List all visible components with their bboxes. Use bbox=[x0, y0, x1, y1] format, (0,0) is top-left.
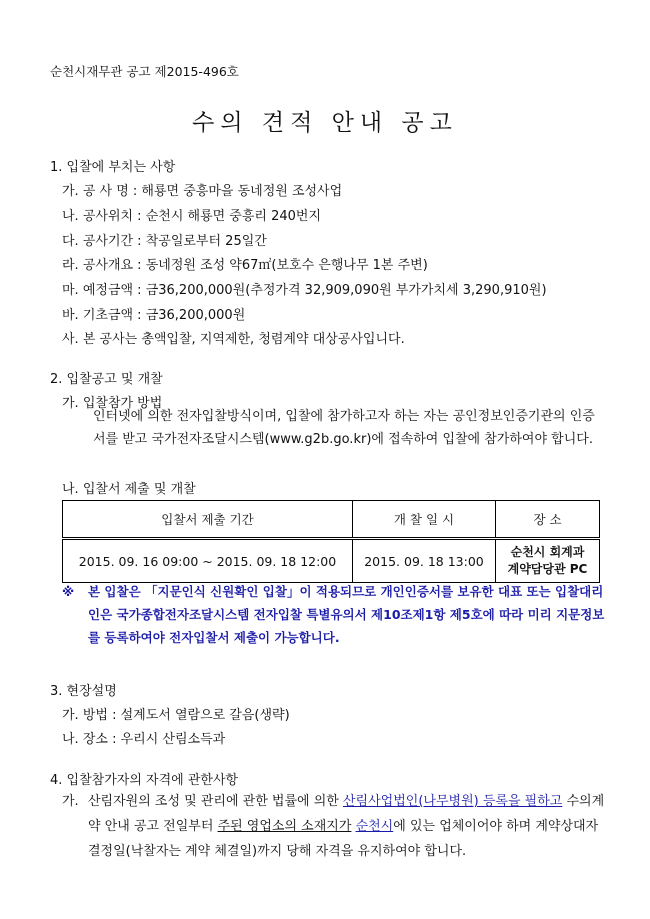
section1-item-period: 다. 공사기간 : 착공일로부터 25일간 bbox=[62, 234, 267, 249]
section2-item-submission: 나. 입찰서 제출 및 개찰 bbox=[62, 482, 196, 497]
section1-item-base-price: 바. 기초금액 : 금36,200,000원 bbox=[62, 308, 246, 323]
table-cell-opening-datetime: 2015. 09. 18 13:00 bbox=[353, 539, 496, 583]
qualification-text-1: 산림자원의 조성 및 관리에 관한 법률에 의한 bbox=[88, 794, 343, 809]
bid-schedule-table bbox=[62, 500, 600, 583]
section1-item-overview: 라. 공사개요 : 동네정원 조성 약67㎡(보호수 은행나무 1본 주변) bbox=[62, 258, 428, 273]
qualification-forestry-registration: 산림사업법인(나무병원) 등록을 필하고 bbox=[342, 794, 563, 809]
table-row bbox=[63, 539, 600, 583]
section1-item-bid-type: 사. 본 공사는 총액입찰, 지역제한, 청렴계약 대상공사입니다. bbox=[62, 332, 405, 347]
section4-item-qualification bbox=[62, 789, 607, 864]
table-cell-place bbox=[496, 539, 600, 583]
fingerprint-notice bbox=[62, 580, 607, 649]
qualification-text-3: 에 있는 업체이어야 하며 계약상대자 결정일(낙찰자는 계약 체결일)까지 당해 자격을 유지하여야 합니다. bbox=[88, 819, 599, 859]
section1-item-estimated-price: 마. 예정금액 : 금36,200,000원(추정가격 32,909,090원 부가가치세 3,290,910원) bbox=[62, 283, 547, 298]
table-cell-submission-period: 2015. 09. 16 09:00 ~ 2015. 09. 18 12:00 bbox=[63, 539, 353, 583]
section2-heading: 2. 입찰공고 및 개찰 bbox=[50, 372, 163, 387]
section2-method-paragraph: 인터넷에 의한 전자입찰방식이며, 입찰에 참가하고자 하는 자는 공인정보인증기관의 인증서를 받고 국가전자조달시스템(www.g2b.go.kr)에 접속하여 입찰에 참가하여야 합니다. bbox=[93, 409, 595, 447]
section3-heading: 3. 현장설명 bbox=[50, 684, 117, 699]
table-header-place: 장 소 bbox=[496, 501, 600, 539]
section4-paragraph bbox=[88, 789, 607, 864]
place-line-1: 순천시 회계과 bbox=[510, 545, 585, 559]
section1-item-project-name: 가. 공 사 명 : 해룡면 중흥마을 동네정원 조성사업 bbox=[62, 184, 343, 199]
fingerprint-notice-text: 본 입찰은 「지문인식 신원확인 입찰」이 적용되므로 개인인증서를 보유한 대표 또는 입찰대리인은 국가종합전자조달시스템 전자입찰 특별유의서 제10조제1항 제5호에 따라 미리 지문정보를 등록하여야 전자입찰서 제출이 가능합니다. bbox=[88, 584, 605, 645]
section2-item-method: 가. 입찰참가 방법 bbox=[62, 396, 163, 411]
section4-item-lead: 가. bbox=[62, 794, 79, 809]
table-header-submission-period: 입찰서 제출 기간 bbox=[63, 501, 353, 539]
section1-heading: 1. 입찰에 부치는 사항 bbox=[50, 160, 176, 175]
section4-heading: 4. 입찰참가자의 자격에 관한사항 bbox=[50, 773, 239, 788]
table-header-row bbox=[63, 501, 600, 539]
qualification-main-office: 주된 영업소의 소재지가 bbox=[217, 819, 352, 834]
notice-number: 순천시재무관 공고 제2015-496호 bbox=[50, 64, 239, 79]
section3-item-method: 가. 방법 : 설계도서 열람으로 갈음(생략) bbox=[62, 708, 290, 723]
table-header-opening-datetime: 개 찰 일 시 bbox=[353, 501, 496, 539]
section1-item-location: 나. 공사위치 : 순천시 해룡면 중흥리 240번지 bbox=[62, 209, 322, 224]
qualification-text-2: 수의계약 안내 공고 전일부터 bbox=[88, 794, 605, 834]
page-title: 수의 견적 안내 공고 bbox=[192, 110, 458, 136]
section3-item-place: 나. 장소 : 우리시 산림소득과 bbox=[62, 732, 226, 747]
qualification-city: 순천시 bbox=[355, 819, 394, 834]
note-mark-icon: ※ bbox=[62, 584, 75, 599]
place-line-2: 계약담당관 PC bbox=[507, 562, 588, 576]
